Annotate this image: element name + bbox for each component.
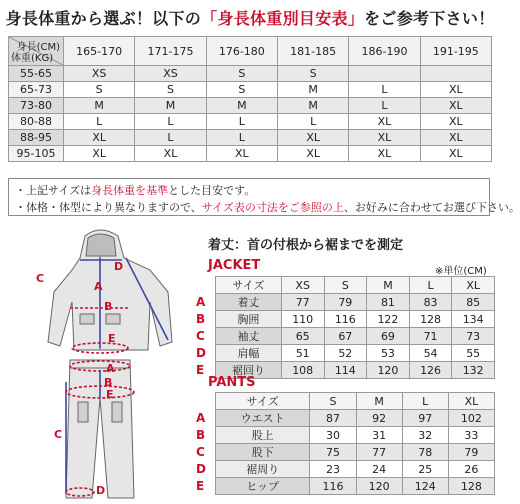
pants-letter-b: B: [104, 376, 113, 389]
size-cell: M: [277, 82, 348, 98]
size-cell: XL: [420, 114, 491, 130]
row-letter: E: [196, 479, 205, 493]
header-cell: L: [402, 393, 448, 410]
size-cell: L: [135, 114, 206, 130]
header-cell: S: [324, 277, 367, 294]
pants-header-row: [216, 393, 495, 410]
pants-letter-c: C: [54, 428, 63, 441]
table-row: [216, 478, 495, 495]
value-cell: 126: [409, 362, 452, 379]
size-cell: S: [277, 66, 348, 82]
header-cell: サイズ: [216, 393, 310, 410]
value-cell: 102: [448, 410, 494, 427]
size-cell: XL: [277, 146, 348, 162]
pants-row-letters: [196, 410, 206, 495]
table-row: [216, 362, 495, 379]
value-cell: 108: [281, 362, 324, 379]
measure-name: ウエスト: [216, 410, 310, 427]
height-range: 181-185: [277, 37, 348, 66]
title-prefix: 身長体重から選ぶ！以下の: [5, 9, 202, 28]
value-cell: 78: [402, 444, 448, 461]
value-cell: 55: [452, 345, 495, 362]
size-cell: M: [64, 98, 135, 114]
pants-label: PANTS: [208, 375, 256, 390]
size-guide-row: [9, 66, 492, 82]
table-row: [216, 294, 495, 311]
size-cell: XS: [64, 66, 135, 82]
size-cell: XL: [64, 130, 135, 146]
table-row: [216, 345, 495, 362]
size-guide-header-row: [9, 37, 492, 66]
value-cell: 77: [356, 444, 402, 461]
size-guide-corner: [9, 37, 64, 66]
size-cell: L: [135, 130, 206, 146]
size-cell: XL: [349, 114, 420, 130]
size-guide-table: [8, 36, 492, 162]
note-line-1: [15, 182, 489, 198]
value-cell: 128: [448, 478, 494, 495]
weight-range: 80-88: [9, 114, 64, 130]
size-guide-row: [9, 82, 492, 98]
size-cell: XL: [349, 146, 420, 162]
value-cell: 87: [310, 410, 356, 427]
value-cell: 31: [356, 427, 402, 444]
size-cell: XL: [420, 146, 491, 162]
size-cell: S: [206, 66, 277, 82]
value-cell: 81: [367, 294, 410, 311]
value-cell: 114: [324, 362, 367, 379]
note-text: ・体格・体型により異なりますので、: [15, 201, 202, 214]
size-cell: XL: [420, 82, 491, 98]
size-cell: S: [135, 82, 206, 98]
value-cell: 79: [448, 444, 494, 461]
header-cell: M: [356, 393, 402, 410]
value-cell: 128: [409, 311, 452, 328]
pants-letter-a: A: [106, 362, 115, 375]
value-cell: 24: [356, 461, 402, 478]
note-emphasis: 身長体重を基準: [91, 184, 169, 197]
header-cell: XS: [281, 277, 324, 294]
size-cell: XL: [135, 146, 206, 162]
header-cell: L: [409, 277, 452, 294]
size-guide-row: [9, 98, 492, 114]
weight-range: 65-73: [9, 82, 64, 98]
size-cell: M: [277, 98, 348, 114]
measurement-note: 着丈：首の付根から裾までを測定: [208, 238, 404, 253]
table-row: [216, 444, 495, 461]
header-cell: M: [367, 277, 410, 294]
value-cell: 23: [310, 461, 356, 478]
size-cell: L: [206, 130, 277, 146]
note-emphasis: サイズ表の寸法をご参照の上: [201, 201, 344, 214]
title-highlight: 「身長体重別目安表」: [201, 9, 365, 28]
weight-axis-label: 体重(KG): [11, 53, 54, 64]
header-cell: XL: [452, 277, 495, 294]
value-cell: 71: [409, 328, 452, 345]
note-text: とした目安です。: [168, 184, 256, 197]
value-cell: 116: [324, 311, 367, 328]
value-cell: 79: [324, 294, 367, 311]
jacket-size-table: [215, 276, 495, 379]
measure-name: 裾周り: [216, 461, 310, 478]
size-guide-row: [9, 130, 492, 146]
note-text: ・上記サイズは: [15, 184, 92, 197]
jacket-letter-c: C: [36, 272, 45, 285]
value-cell: 75: [310, 444, 356, 461]
jacket-letter-a: A: [94, 280, 103, 293]
measure-name: 胸囲: [216, 311, 282, 328]
garment-illustration: [0, 222, 200, 500]
row-letter: D: [196, 462, 206, 476]
header-cell: XL: [448, 393, 494, 410]
value-cell: 54: [409, 345, 452, 362]
value-cell: 122: [367, 311, 410, 328]
size-cell: XS: [135, 66, 206, 82]
value-cell: 53: [367, 345, 410, 362]
row-letter: E: [196, 363, 205, 377]
size-cell: XL: [206, 146, 277, 162]
header-cell: サイズ: [216, 277, 282, 294]
size-guide-row: [9, 146, 492, 162]
value-cell: 124: [402, 478, 448, 495]
value-cell: 120: [356, 478, 402, 495]
size-cell: M: [206, 98, 277, 114]
value-cell: 65: [281, 328, 324, 345]
table-row: [216, 311, 495, 328]
value-cell: 52: [324, 345, 367, 362]
weight-range: 88-95: [9, 130, 64, 146]
pants-size-table: [215, 392, 495, 495]
size-cell: XL: [277, 130, 348, 146]
value-cell: 120: [367, 362, 410, 379]
unit-note: ※単位(CM): [435, 266, 487, 277]
jacket-header-row: [216, 277, 495, 294]
height-range: 191-195: [420, 37, 491, 66]
pants-table-body: [216, 410, 495, 495]
value-cell: 132: [452, 362, 495, 379]
measure-name: 裾回り: [216, 362, 282, 379]
size-cell: L: [64, 114, 135, 130]
table-row: [216, 461, 495, 478]
value-cell: 73: [452, 328, 495, 345]
measure-name: 肩幅: [216, 345, 282, 362]
size-cell: XL: [420, 98, 491, 114]
row-letter: A: [196, 295, 206, 309]
jacket-letter-e: E: [108, 332, 116, 345]
value-cell: 110: [281, 311, 324, 328]
header-cell: S: [310, 393, 356, 410]
size-cell: S: [206, 82, 277, 98]
pants-letter-e: E: [106, 388, 114, 401]
height-range: 176-180: [206, 37, 277, 66]
value-cell: 116: [310, 478, 356, 495]
value-cell: 67: [324, 328, 367, 345]
measure-name: 着丈: [216, 294, 282, 311]
jacket-label: JACKET: [208, 258, 261, 273]
measure-name: 股下: [216, 444, 310, 461]
size-cell: L: [349, 98, 420, 114]
size-cell: M: [135, 98, 206, 114]
size-cell: XL: [64, 146, 135, 162]
size-cell: XL: [420, 130, 491, 146]
size-cell: L: [206, 114, 277, 130]
value-cell: 134: [452, 311, 495, 328]
size-guide-body: [9, 66, 492, 162]
jacket-table-body: [216, 294, 495, 379]
height-range: 186-190: [349, 37, 420, 66]
value-cell: 77: [281, 294, 324, 311]
row-letter: B: [196, 312, 206, 326]
size-guide-row: [9, 114, 492, 130]
row-letter: D: [196, 346, 206, 360]
jacket-letter-b: B: [104, 300, 113, 313]
value-cell: 69: [367, 328, 410, 345]
value-cell: 51: [281, 345, 324, 362]
value-cell: 26: [448, 461, 494, 478]
weight-range: 55-65: [9, 66, 64, 82]
jacket-pants-drawing: [0, 222, 200, 500]
size-cell: [420, 66, 491, 82]
row-letter: A: [196, 411, 206, 425]
page-title: [0, 6, 500, 29]
value-cell: 25: [402, 461, 448, 478]
height-axis-label: 身長(CM): [16, 42, 60, 53]
note-text: 、お好みに合わせてお選び下さい。: [343, 201, 520, 214]
row-letter: C: [196, 329, 205, 343]
size-cell: L: [277, 114, 348, 130]
value-cell: 33: [448, 427, 494, 444]
weight-range: 73-80: [9, 98, 64, 114]
jacket-letter-d: D: [114, 260, 124, 273]
table-row: [216, 328, 495, 345]
title-suffix: をご参考下さい！: [364, 9, 495, 28]
size-cell: [349, 66, 420, 82]
value-cell: 32: [402, 427, 448, 444]
weight-range: 95-105: [9, 146, 64, 162]
notes-box: [8, 178, 520, 216]
jacket-row-letters: [196, 294, 206, 379]
value-cell: 83: [409, 294, 452, 311]
pants-letter-d: D: [96, 484, 106, 497]
value-cell: 30: [310, 427, 356, 444]
value-cell: 92: [356, 410, 402, 427]
note-line-2: [15, 199, 520, 215]
table-row: [216, 410, 495, 427]
value-cell: 97: [402, 410, 448, 427]
size-cell: S: [64, 82, 135, 98]
row-letter: B: [196, 428, 206, 442]
measure-name: ヒップ: [216, 478, 310, 495]
row-letter: C: [196, 445, 205, 459]
table-row: [216, 427, 495, 444]
measure-name: 股上: [216, 427, 310, 444]
size-cell: L: [349, 82, 420, 98]
value-cell: 85: [452, 294, 495, 311]
measure-name: 袖丈: [216, 328, 282, 345]
size-cell: XL: [349, 130, 420, 146]
height-range: 171-175: [135, 37, 206, 66]
height-range: 165-170: [64, 37, 135, 66]
